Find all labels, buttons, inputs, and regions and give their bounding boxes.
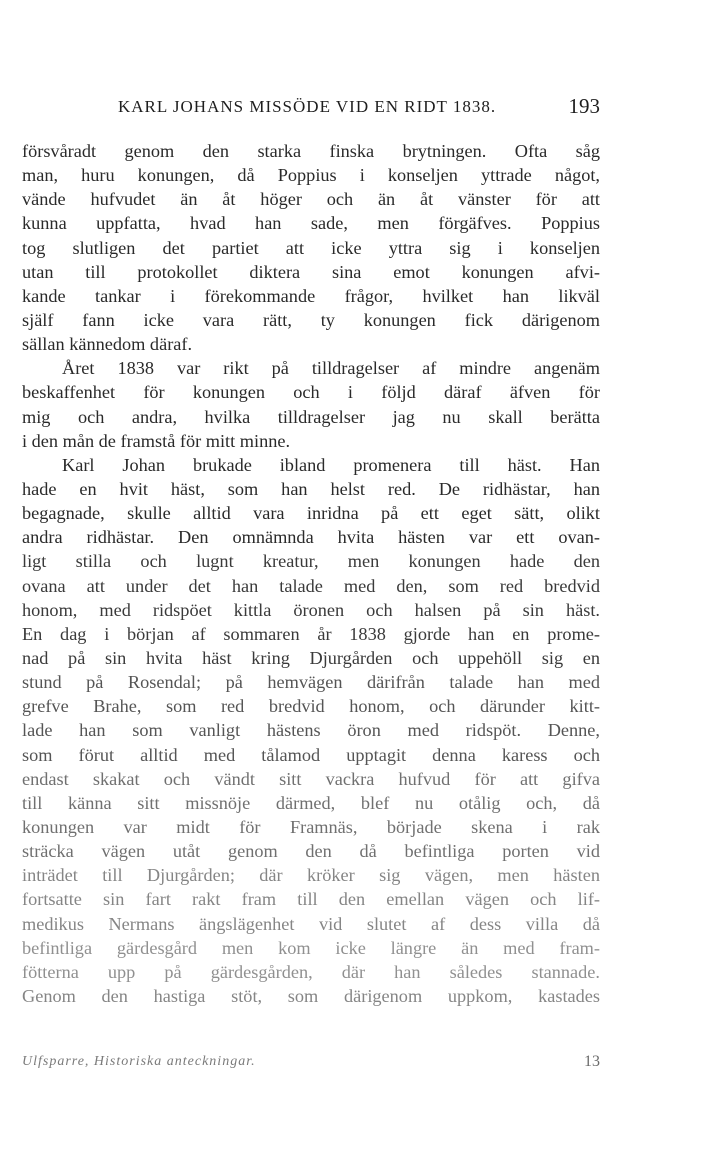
text-line: Året 1838 var rikt på tilldragelser af mindre angenäm bbox=[62, 358, 600, 379]
text-line: hade en hvit häst, som han helst red. De ridhästar, han bbox=[22, 478, 600, 499]
signature-mark: Ulfsparre, Historiska anteckningar. bbox=[22, 1054, 256, 1069]
running-title: KARL JOHANS MISSÖDE VID EN RIDT 1838. bbox=[118, 97, 497, 116]
sheet-number: 13 bbox=[584, 1053, 600, 1070]
text-line: sällan kännedom däraf. bbox=[22, 334, 193, 355]
page-footer bbox=[22, 1054, 600, 1078]
text-line: själf fann icke vara rätt, ty konungen fick därigenom bbox=[22, 309, 600, 330]
text-line: kande tankar i förekommande frågor, hvilket han likväl bbox=[22, 285, 600, 306]
text-line: Karl Johan brukade ibland promenera till häst. Han bbox=[62, 454, 600, 475]
text-line: Genom den hastiga stöt, som därigenom uppkom, kastades bbox=[22, 985, 600, 1006]
text-line: som förut alltid med tålamod upptagit denna karess och bbox=[22, 744, 600, 765]
text-line: medikus Nermans ängslägenhet vid slutet af dess villa då bbox=[22, 913, 600, 934]
text-line: utan till protokollet diktera sina emot konungen afvi- bbox=[22, 261, 600, 282]
text-line: vände hufvudet än åt höger och än åt vänster för att bbox=[22, 189, 600, 210]
text-line: försvåradt genom den starka finska brytningen. Ofta såg bbox=[22, 141, 600, 161]
text-line: till känna sitt missnöje därmed, blef nu otålig och, då bbox=[22, 792, 600, 813]
text-line: andra ridhästar. Den omnämnda hvita hästen var ett ovan- bbox=[22, 527, 600, 548]
text-line: fortsatte sin fart rakt fram till den emellan vägen och lif- bbox=[22, 889, 600, 910]
text-line: i den mån de framstå för mitt minne. bbox=[22, 430, 291, 451]
text-line: nad på sin hvita häst kring Djurgården och uppehöll sig en bbox=[22, 647, 600, 668]
text-line: honom, med ridspöet kittla öronen och halsen på sin häst. bbox=[22, 599, 600, 620]
running-header bbox=[118, 94, 600, 124]
text-line: fötterna upp på gärdesgården, där han således stannade. bbox=[22, 961, 600, 982]
text-line: ovana att under det han talade med den, som red bredvid bbox=[22, 575, 600, 596]
text-line: lade han som vanligt hästens öron med ridspöt. Denne, bbox=[22, 720, 600, 741]
text-line: grefve Brahe, som red bredvid honom, och därunder kitt- bbox=[22, 696, 600, 717]
text-line: mig och andra, hvilka tilldragelser jag nu skall berätta bbox=[22, 406, 600, 427]
text-line: sträcka vägen utåt genom den då befintliga porten vid bbox=[22, 841, 600, 862]
text-line: inträdet till Djurgården; där kröker sig vägen, men hästen bbox=[22, 865, 600, 886]
text-line: beskaffenhet för konungen och i följd däraf äfven för bbox=[22, 382, 600, 403]
text-line: man, huru konungen, då Poppius i konseljen yttrade något, bbox=[22, 165, 600, 186]
text-line: befintliga gärdesgård men kom icke längre än med fram- bbox=[22, 937, 600, 958]
text-line: En dag i början af sommaren år 1838 gjorde han en prome- bbox=[22, 623, 600, 644]
text-line: konungen var midt för Framnäs, började skena i rak bbox=[22, 816, 600, 837]
text-line: endast skakat och vändt sitt vackra hufvud för att gifva bbox=[22, 768, 600, 789]
text-line: stund på Rosendal; på hemvägen därifrån talade han med bbox=[22, 672, 600, 693]
text-line: tog slutligen det partiet att icke yttra sig i konseljen bbox=[22, 237, 600, 258]
text-line: ligt stilla och lugnt kreatur, men konungen hade den bbox=[22, 551, 600, 572]
body-text bbox=[22, 139, 600, 1008]
text-line: kunna uppfatta, hvad han sade, men förgäfves. Poppius bbox=[22, 213, 600, 234]
page-number: 193 bbox=[568, 94, 600, 118]
text-line: begagnade, skulle alltid vara inridna på ett eget sätt, olikt bbox=[22, 503, 600, 524]
